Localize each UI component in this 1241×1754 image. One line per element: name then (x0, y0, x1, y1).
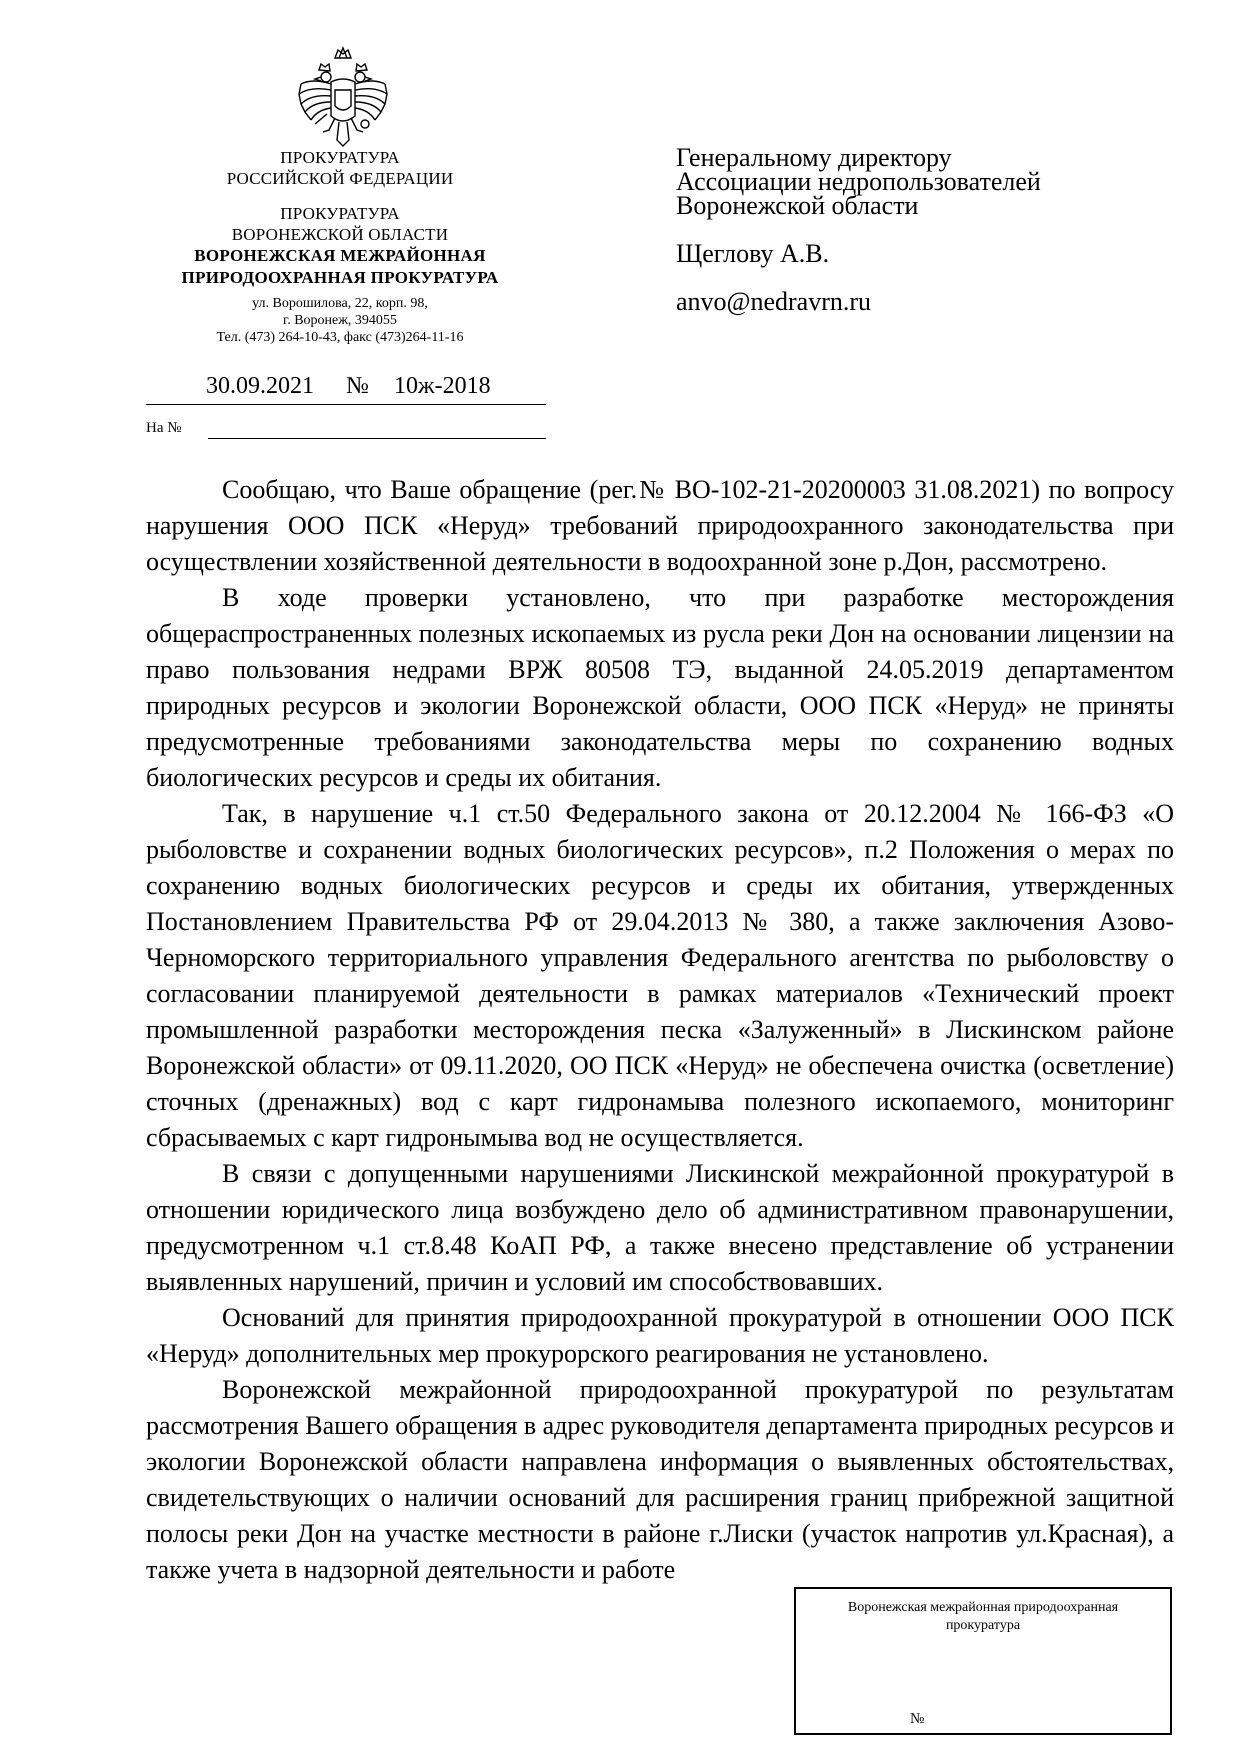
stamp-line1: Воронежская межрайонная природоохранная (847, 1600, 1119, 1615)
stamp-line2: прокуратура (945, 1618, 1021, 1633)
phone-line: Тел. (473) 264-10-43, факс (473)264-11-16 (216, 330, 464, 345)
addressee-email: anvo@nedravrn.ru (676, 287, 872, 316)
addressee-name: Щеглову А.В. (676, 239, 830, 268)
letter-body (146, 472, 1174, 1588)
addressee-line2: Ассоциации недропользователей (676, 167, 1041, 196)
org3-line2: ПРИРОДООХРАННАЯ ПРОКУРАТУРА (181, 268, 499, 287)
registration-stamp (794, 1587, 1172, 1735)
body-paragraph-6: Воронежской межрайонной природоохранной прокуратурой по результатам рассмотрения Вашего обращения в адрес руководителя департамента природных ресурсов и экологии Воронежской области направлена информация о выявленных обстоятельствах, свидетельствующих о наличии оснований для расширения границ прибрежной защитной полосы реки Дон на участке местности в районе г.Лиски (участок напротив ул.Красная), а также учета в надзорной деятельности и работе (146, 1375, 1174, 1584)
body-paragraph-1: Сообщаю, что Ваше обращение (рег.№ ВО-102-21-20200003 31.08.2021) по вопросу нарушения ООО ПСК «Неруд» требований природоохранного законодательства при осуществлении хозяйственной деятельности в водоохранной зоне р.Дон, рассмотрено. (146, 475, 1174, 576)
org1-line2: РОССИЙСКОЙ ФЕДЕРАЦИИ (226, 169, 454, 188)
outgoing-number-sign: № (346, 373, 369, 399)
body-paragraph-3: Так, в нарушение ч.1 ст.50 Федерального закона от 20.12.2004 № 166-ФЗ «О рыболовстве и сохранении водных биологических ресурсов», п.2 Положения о мерах по сохранению водных биологических ресурсов и среды их обитания, утвержденных Постановлением Правительства РФ от 29.04.2013 № 380, а также заключения Азово-Черноморского территориального управления Федерального агентства по рыболовству о согласовании планируемой деятельности в рамках материалов «Технический проект промышленной разработки месторождения песка «Залуженный» в Лискинском районе Воронежской области» от 09.11.2020, ОО ПСК «Неруд» не обеспечена очистка (осветление) сточных (дренажных) вод с карт гидронамыва полезного ископаемого, мониторинг сбрасываемых с карт гидронымыва вод не осуществляется. (146, 799, 1174, 1152)
outgoing-date: 30.09.2021 (206, 373, 314, 399)
address-line1: ул. Ворошилова, 22, корп. 98, (252, 296, 428, 311)
date-underline (146, 404, 546, 405)
body-paragraph-5: Оснований для принятия природоохранной прокуратурой в отношении ООО ПСК «Неруд» дополнительных мер прокурорского реагирования не установлено. (146, 1303, 1174, 1368)
org2-line1: ПРОКУРАТУРА (280, 204, 400, 223)
org3-line1: ВОРОНЕЖСКАЯ МЕЖРАЙОННАЯ (194, 246, 486, 265)
body-paragraph-2: В ходе проверки установлено, что при разработке месторождения общераспространенных полезных ископаемых из русла реки Дон на основании лицензии на право пользования недрами ВРЖ 80508 ТЭ, выданной 24.05.2019 департаментом природных ресурсов и экологии Воронежской области, ООО ПСК «Неруд» не приняты предусмотренные требованиями законодательства меры по сохранению водных биологических ресурсов и среды их обитания. (146, 583, 1174, 792)
outgoing-number: 10ж-2018 (394, 373, 491, 399)
stamp-number-label: № (910, 1711, 925, 1727)
addressee-block (676, 143, 1136, 316)
address-line2: г. Воронеж, 394055 (283, 313, 397, 328)
reply-to-underline (208, 438, 546, 439)
reply-to-label: На № (146, 420, 182, 436)
addressee-line3: Воронежской области (676, 191, 919, 220)
org1-line1: ПРОКУРАТУРА (280, 148, 400, 167)
body-paragraph-4: В связи с допущенными нарушениями Лискинской межрайонной прокуратурой в отношении юридического лица возбуждено дело об административном правонарушении, предусмотренном ч.1 ст.8.48 КоАП РФ, а также внесено представление об устранении выявленных нарушений, причин и условий им способствовавших. (146, 1159, 1174, 1296)
org2-line2: ВОРОНЕЖСКОЙ ОБЛАСТИ (231, 225, 449, 244)
sender-header (130, 147, 550, 346)
addressee-line1: Генеральному директору (676, 143, 952, 172)
coat-of-arms-emblem (293, 44, 393, 152)
